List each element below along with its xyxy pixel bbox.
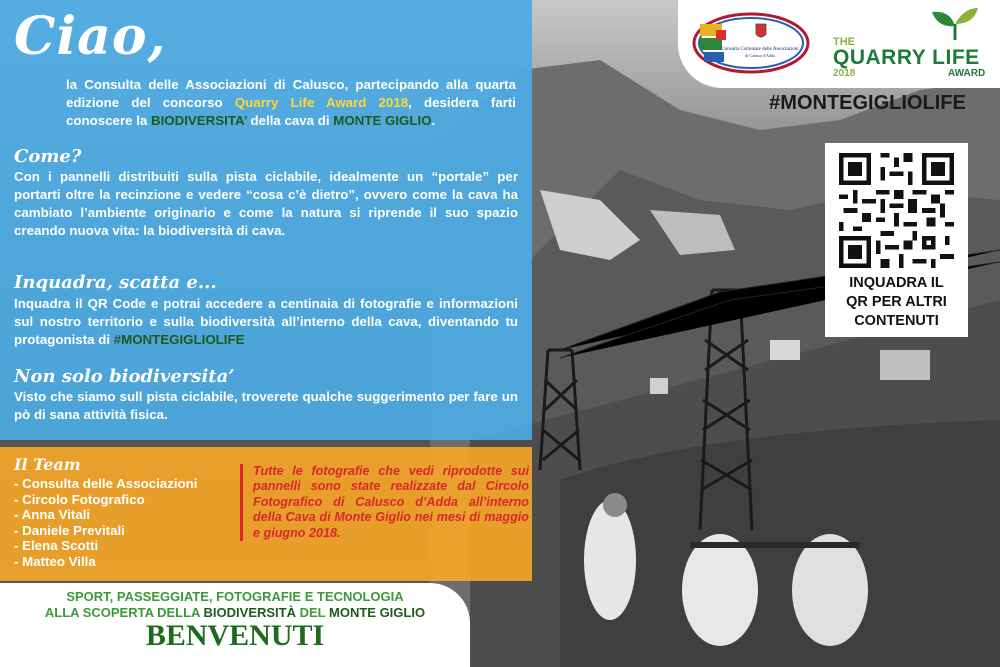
banner-line-1: SPORT, PASSEGGIATE, FOTOGRAFIE E TECNOLOGIA (66, 589, 404, 604)
consulta-logo (692, 12, 810, 74)
greeting-title: Ciao, (14, 6, 167, 67)
photo-credit-note: Tutte le fotografie che vedi riprodotte sui pannelli sono state realizzate dal Circolo Fotografico di Calusco d’Adda all’interno della Cava di Monte Giglio nei mesi di maggio e giugno 2018. (240, 464, 529, 541)
section-heading-non-solo: Non solo biodiversita’ (14, 366, 235, 387)
banner-line-2 (0, 605, 470, 620)
banner-biodiversity: BIODIVERSITÀ (203, 605, 297, 620)
quarry-year: 2018 (833, 68, 856, 79)
section-body-non-solo: Visto che siamo sull pista ciclabile, troverete qualche suggerimento per fare un pò di sana attività fisica. (14, 389, 518, 422)
section-heading-inquadra: Inquadra, scatta e... (14, 272, 217, 293)
biodiversity-word: BIODIVERSITA’ (151, 113, 247, 128)
intro-text-3: della cava di (246, 113, 334, 128)
team-list (14, 476, 197, 570)
banner-text-c: DEL (296, 605, 330, 620)
welcome-title: BENVENUTI (145, 619, 325, 652)
intro-text-2: , desidera farti conoscere la (66, 95, 517, 128)
qr-caption-line: QR PER ALTRI (846, 294, 947, 310)
consulta-place-text: di Calusco d'Adda (745, 53, 775, 58)
qr-code[interactable] (839, 153, 954, 268)
section-body-come: Con i pannelli distribuiti sulla pista ciclabile, idealmente un “portale” per portarti oltre la recinzione e vedere “cosa c’è dietro”, ovvero come la cava ha cambiato l’ambiente originario e come la natura si riprende il suo spazio creando nuova vita: la biodiversità di cava. (14, 169, 518, 238)
team-member: - Circolo Fotografico (14, 491, 145, 507)
quarry-the: THE (833, 36, 855, 48)
intro-paragraph (66, 76, 516, 130)
intro-text-4: . (431, 113, 436, 128)
team-heading: Il Team (14, 455, 81, 474)
qr-caption-line: CONTENUTI (854, 313, 939, 329)
quarry-award: AWARD (948, 68, 986, 79)
qr-caption (825, 274, 968, 331)
banner-text-a: ALLA SCOPERTA DELLA (44, 605, 204, 620)
team-member: - Elena Scotti (14, 538, 99, 554)
team-member: - Matteo Villa (14, 553, 96, 569)
section-body-inquadra (14, 295, 518, 349)
team-member: - Anna Vitali (14, 507, 91, 523)
intro-text-1: la Consulta delle Associazioni di Calusco, partecipando alla quarta edizione del concorso (66, 77, 516, 110)
section-heading-come: Come? (14, 146, 82, 167)
award-name: Quarry Life Award 2018 (234, 95, 409, 110)
quarry-life-title: QUARRY LIFE (833, 46, 980, 69)
qr-caption-line: INQUADRA IL (849, 275, 944, 291)
banner-mountain: MONTE GIGLIO (329, 605, 426, 620)
consulta-name-text: Consulta Comunale delle Associazioni (721, 47, 799, 52)
mountain-name: MONTE GIGLIO (333, 113, 432, 128)
qr-card (825, 143, 968, 337)
hashtag-title: #MONTEGIGLIOLIFE (769, 92, 966, 114)
team-member: - Daniele Previtali (14, 522, 125, 538)
sprout-icon (930, 6, 980, 42)
inquadra-text: Inquadra il QR Code e potrai accedere a centinaia di fotografie e informazioni sul nostro territorio e sulla biodiversità all’interno della cava, diventando tu protagonista di (14, 296, 518, 347)
inquadra-hashtag: #MONTEGIGLIOLIFE (113, 332, 245, 347)
team-member: - Consulta delle Associazioni (14, 476, 198, 491)
